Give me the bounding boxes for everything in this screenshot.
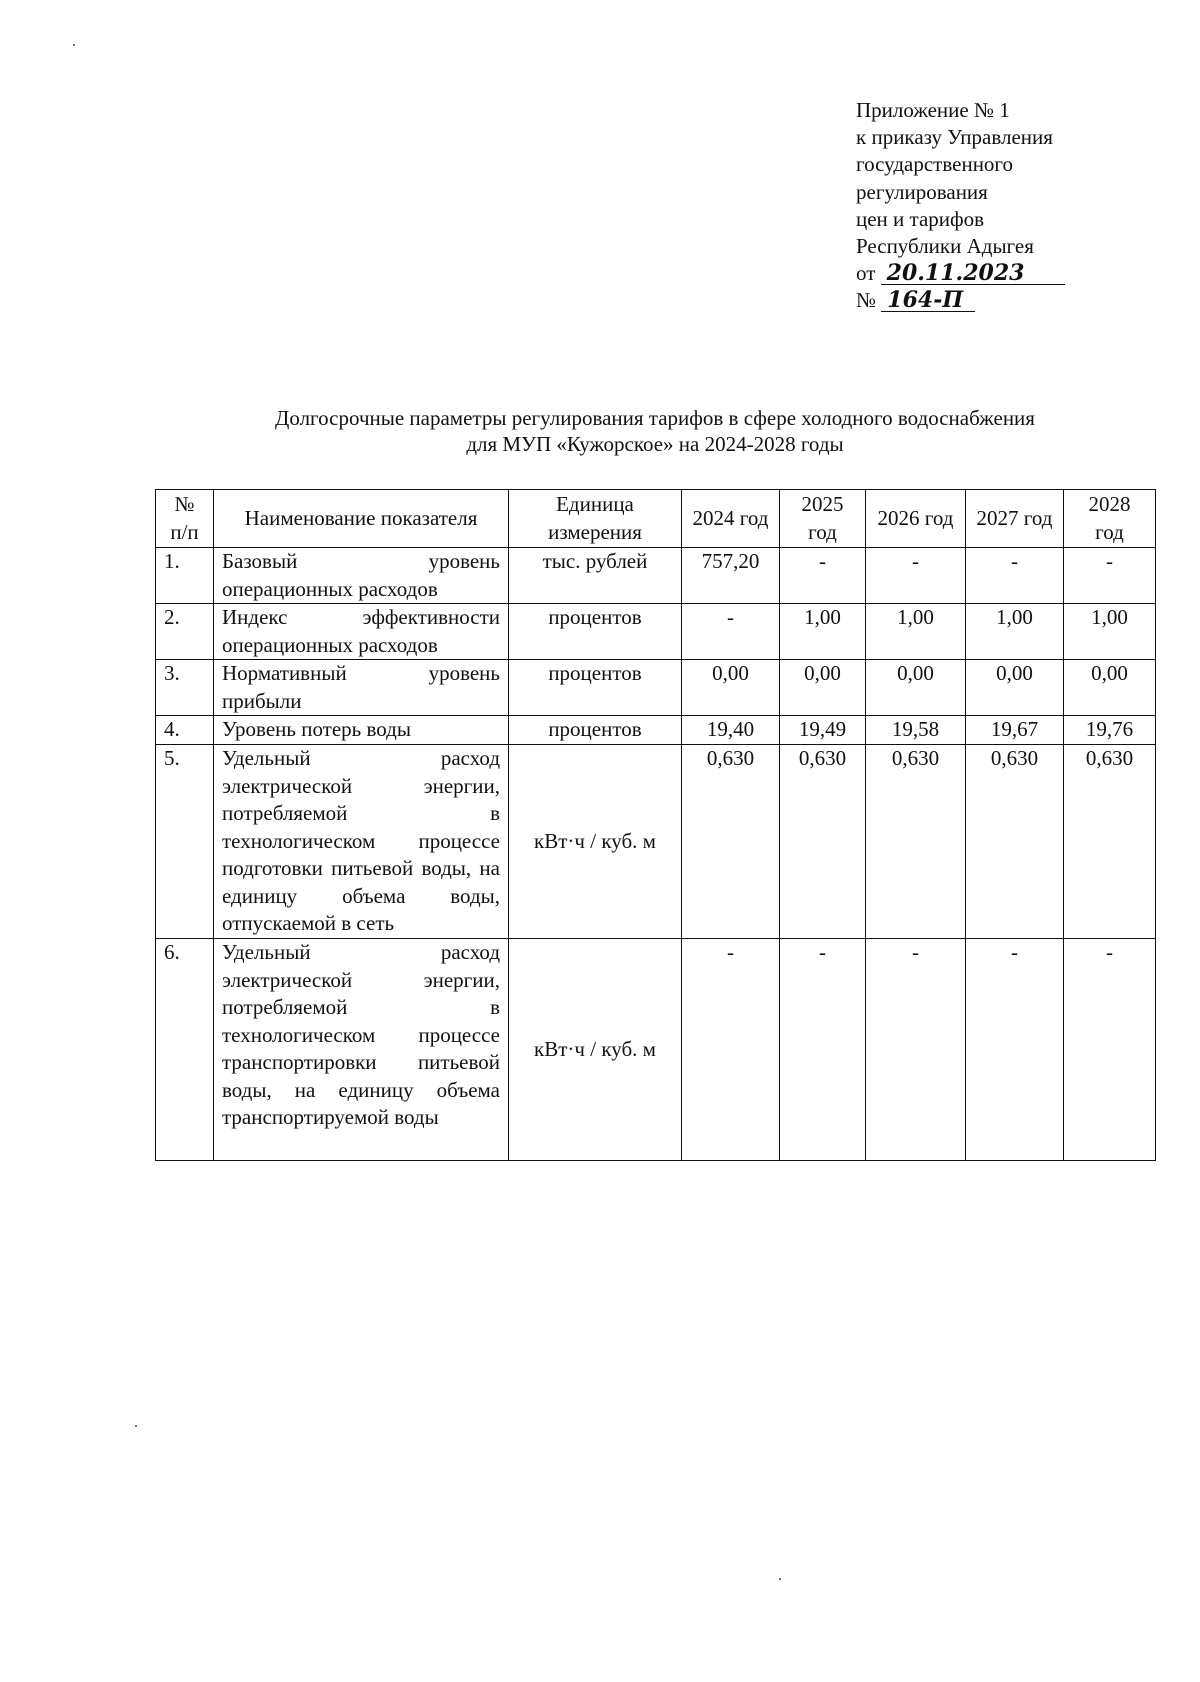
row-unit: процентов	[509, 660, 682, 716]
parameters-table	[155, 489, 1156, 1161]
row-value: 0,630	[682, 745, 780, 939]
table-row	[156, 716, 1156, 745]
order-number-line	[856, 287, 1176, 314]
row-value: 0,00	[682, 660, 780, 716]
title-line-1: Долгосрочные параметры регулирования тарифов в сфере холодного водоснабжения	[275, 406, 1035, 430]
scan-speck	[73, 44, 75, 46]
row-value: -	[1064, 548, 1156, 604]
row-value: 19,67	[966, 716, 1064, 745]
document-title	[150, 405, 1160, 457]
scan-speck	[135, 1425, 137, 1427]
order-number-prefix: №	[856, 288, 877, 313]
header-year: 2025 год	[780, 490, 866, 548]
title-line-2: для МУП «Кужорское» на 2024-2028 годы	[466, 432, 844, 456]
header-num: № п/п	[156, 490, 214, 548]
table-header-row	[156, 490, 1156, 548]
row-value: -	[682, 939, 780, 1161]
header-year: 2027 год	[966, 490, 1064, 548]
row-name: Нормативный уровень прибыли	[214, 660, 509, 716]
appendix-header	[856, 97, 1176, 315]
row-value: -	[966, 939, 1064, 1161]
row-number: 4.	[156, 716, 214, 745]
order-date-handwritten: 20.11.2023	[881, 262, 1065, 285]
row-value: 1,00	[780, 604, 866, 660]
order-date-prefix: от	[856, 261, 876, 286]
table-row	[156, 548, 1156, 604]
header-year: 2026 год	[866, 490, 966, 548]
row-value: 0,00	[966, 660, 1064, 716]
appendix-line: Приложение № 1	[856, 98, 1010, 122]
row-value: 0,630	[780, 745, 866, 939]
row-name: Удельный расход электрической энергии, потребляемой в технологическом процессе подготовки питьевой воды, на единицу объема воды, отпускаемой в сеть	[214, 745, 509, 939]
row-number: 5.	[156, 745, 214, 939]
appendix-line: Республики Адыгея	[856, 234, 1034, 259]
row-value: -	[780, 939, 866, 1161]
row-value: 19,49	[780, 716, 866, 745]
appendix-line: к приказу Управления	[856, 125, 1053, 150]
header-name: Наименование показателя	[214, 490, 509, 548]
appendix-line: государственного	[856, 152, 1014, 177]
table-row	[156, 660, 1156, 716]
row-unit: процентов	[509, 716, 682, 745]
table-row	[156, 939, 1156, 1161]
row-value: 0,630	[1064, 745, 1156, 939]
row-value: -	[866, 939, 966, 1161]
scan-speck	[779, 1578, 781, 1580]
appendix-line: регулирования	[856, 179, 988, 204]
row-value: -	[966, 548, 1064, 604]
row-value: -	[866, 548, 966, 604]
row-value: 0,00	[1064, 660, 1156, 716]
row-unit: кВт·ч / куб. м	[509, 939, 682, 1161]
row-value: 0,630	[966, 745, 1064, 939]
row-name: Базовый уровень операционных расходов	[214, 548, 509, 604]
header-unit: Единица измерения	[509, 490, 682, 548]
row-value: 0,00	[780, 660, 866, 716]
row-value: 0,630	[866, 745, 966, 939]
row-value: 19,76	[1064, 716, 1156, 745]
header-year: 2024 год	[682, 490, 780, 548]
row-value: 1,00	[1064, 604, 1156, 660]
row-name: Удельный расход электрической энергии, потребляемой в технологическом процессе транспортировки питьевой воды, на единицу объема транспортируемой воды	[214, 939, 509, 1161]
row-number: 3.	[156, 660, 214, 716]
order-date-line	[856, 260, 1176, 287]
row-number: 2.	[156, 604, 214, 660]
row-value: -	[780, 548, 866, 604]
row-value: 757,20	[682, 548, 780, 604]
row-value: 1,00	[866, 604, 966, 660]
row-value: 1,00	[966, 604, 1064, 660]
appendix-line: цен и тарифов	[856, 206, 985, 231]
row-value: 19,40	[682, 716, 780, 745]
row-value: -	[682, 604, 780, 660]
row-name: Индекс эффективности операционных расходов	[214, 604, 509, 660]
row-number: 1.	[156, 548, 214, 604]
row-value: 19,58	[866, 716, 966, 745]
row-unit: кВт·ч / куб. м	[509, 745, 682, 939]
row-name: Уровень потерь воды	[214, 716, 509, 745]
row-number: 6.	[156, 939, 214, 1161]
row-unit: процентов	[509, 604, 682, 660]
table-row	[156, 745, 1156, 939]
row-value: 0,00	[866, 660, 966, 716]
table-row	[156, 604, 1156, 660]
row-value: -	[1064, 939, 1156, 1161]
order-number-handwritten: 164-П	[881, 289, 975, 312]
header-year: 2028 год	[1064, 490, 1156, 548]
row-unit: тыс. рублей	[509, 548, 682, 604]
